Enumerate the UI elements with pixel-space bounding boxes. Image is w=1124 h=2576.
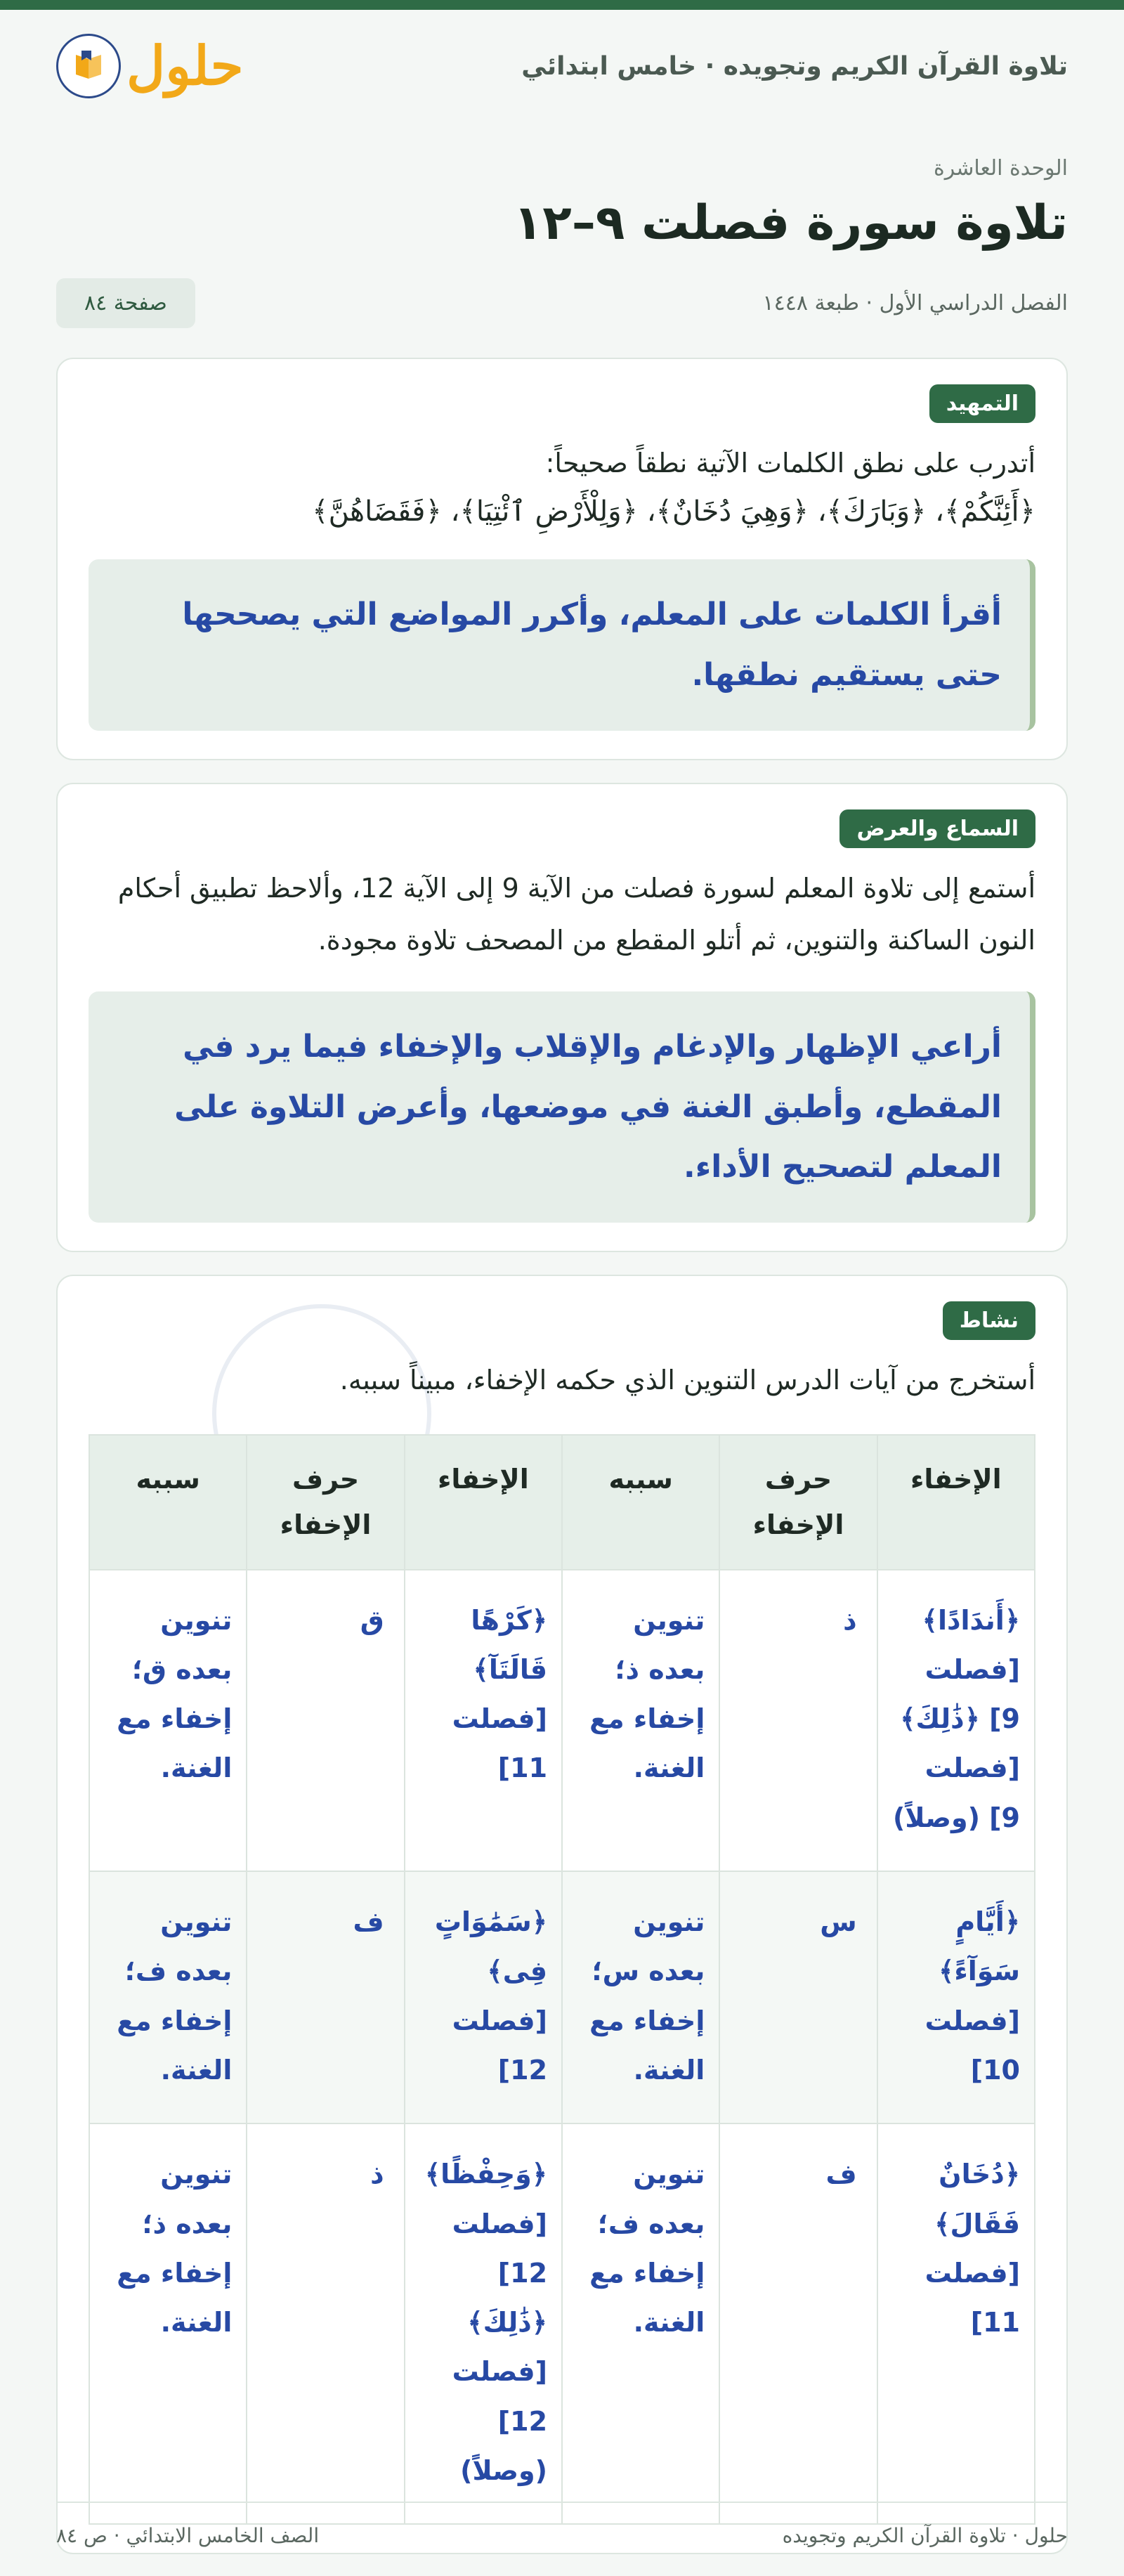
cell-reason: تنوين بعده ف؛ إخفاء مع الغنة.: [562, 2123, 719, 2524]
footer-book-name: حلول · تلاوة القرآن الكريم وتجويده: [782, 2524, 1068, 2547]
cell-ikhfa: ﴿كَرْهًا قَالَتَآ﴾ [فصلت 11]: [405, 1570, 562, 1871]
table-row: [89, 2123, 1035, 2524]
cell-letter: ذ: [247, 2123, 404, 2524]
cell-reason: تنوين بعده س؛ إخفاء مع الغنة.: [562, 1871, 719, 2123]
col-reason-2: سببه: [89, 1435, 247, 1569]
book-title: تلاوة القرآن الكريم وتجويده · خامس ابتدائي: [521, 51, 1068, 81]
cell-letter: ف: [719, 2123, 877, 2524]
logo-text: حلول: [126, 34, 244, 97]
intro-text: [89, 437, 1035, 534]
cell-reason: تنوين بعده ق؛ إخفاء مع الغنة.: [89, 1570, 247, 1871]
intro-note: أقرأ الكلمات على المعلم، وأكرر المواضع التي يصححها حتى يستقيم نطقها.: [89, 559, 1035, 731]
cell-ikhfa: ﴿أَندَادًا﴾ [فصلت 9] ﴿ذَٰلِكَ﴾ [فصلت 9] (وصلاً): [877, 1570, 1035, 1871]
col-letter-1: حرف الإخفاء: [719, 1435, 877, 1569]
cell-letter: س: [719, 1871, 877, 2123]
intro-card: [56, 358, 1068, 760]
listening-tag: السماع والعرض: [839, 809, 1035, 848]
page-number-badge: صفحة ٨٤: [56, 278, 195, 328]
col-ikhfa-2: الإخفاء: [405, 1435, 562, 1569]
listening-card: [56, 783, 1068, 1253]
table-header-row: [89, 1435, 1035, 1569]
top-accent-bar: [0, 0, 1124, 10]
page-footer: [56, 2502, 1068, 2547]
col-letter-2: حرف الإخفاء: [247, 1435, 404, 1569]
cell-reason: تنوين بعده ذ؛ إخفاء مع الغنة.: [89, 2123, 247, 2524]
site-logo[interactable]: [56, 34, 244, 98]
table-row: [89, 1871, 1035, 2123]
cell-ikhfa: ﴿سَمَٰوَاتٍ فِى﴾ [فصلت 12]: [405, 1871, 562, 2123]
footer-grade-page: الصف الخامس الابتدائي · ص ٨٤: [56, 2524, 320, 2547]
activity-tag: نشاط: [943, 1301, 1035, 1340]
ikhfa-table: [89, 1434, 1035, 2525]
listening-note: أراعي الإظهار والإدغام والإقلاب والإخفاء فيما يرد في المقطع، وأطبق الغنة في موضعها، وأعرض التلاوة على المعلم لتصحيح الأداء.: [89, 991, 1035, 1223]
unit-label: الوحدة العاشرة: [933, 156, 1068, 181]
intro-words: ﴿أَئِنَّكُمْ﴾، ﴿وَبَارَكَ﴾، ﴿وَهِيَ دُخَانٌ﴾، ﴿وَلِلْأَرْضِ ٱئْتِيَا﴾، ﴿فَقَضَاهُنَّ﴾: [312, 495, 1035, 528]
book-icon: [56, 34, 121, 98]
lesson-meta: [56, 278, 1068, 328]
activity-instruction: أستخرج من آيات الدرس التنوين الذي حكمه الإخفاء، مبيناً سببه.: [339, 1365, 1035, 1396]
cell-ikhfa: ﴿أَيَّامٍ سَوَآءً﴾ [فصلت 10]: [877, 1871, 1035, 2123]
cell-letter: ذ: [719, 1570, 877, 1871]
cell-reason: تنوين بعده ف؛ إخفاء مع الغنة.: [89, 1871, 247, 2123]
intro-instruction: أتدرب على نطق الكلمات الآتية نطقاً صحيحاً:: [545, 448, 1035, 479]
activity-card: [56, 1275, 1068, 2554]
intro-tag: التمهيد: [929, 384, 1035, 423]
col-ikhfa-1: الإخفاء: [877, 1435, 1035, 1569]
semester-edition: الفصل الدراسي الأول · طبعة ١٤٤٨: [762, 291, 1068, 316]
page: [0, 10, 1124, 2554]
cell-ikhfa: ﴿دُخَانٌ فَقَالَ﴾ [فصلت 11]: [877, 2123, 1035, 2524]
cell-letter: ف: [247, 1871, 404, 2123]
col-reason-1: سببه: [562, 1435, 719, 1569]
table-row: [89, 1570, 1035, 1871]
lesson-title: تلاوة سورة فصلت ٩–١٢: [513, 195, 1068, 251]
cell-reason: تنوين بعده ذ؛ إخفاء مع الغنة.: [562, 1570, 719, 1871]
cell-letter: ق: [247, 1570, 404, 1871]
cell-ikhfa: ﴿وَحِفْظًا﴾ [فصلت 12] ﴿ذَٰلِكَ﴾ [فصلت 12] (وصلاً): [405, 2123, 562, 2524]
listening-text: أستمع إلى تلاوة المعلم لسورة فصلت من الآية 9 إلى الآية 12، وألاحظ تطبيق أحكام النون الساكنة والتنوين، ثم أتلو المقطع من المصحف تلاوة مجودة.: [117, 872, 1035, 956]
header: [56, 10, 1068, 122]
